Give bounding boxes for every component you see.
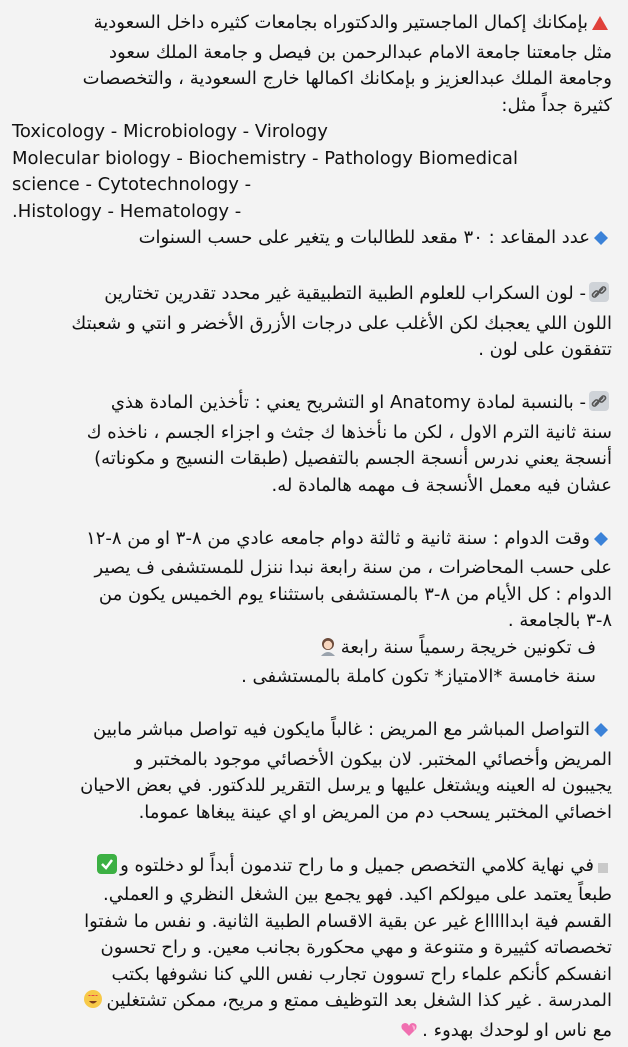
link-icon [589, 282, 609, 311]
sparkle-heart-icon [399, 1019, 419, 1047]
blue-diamond-icon [593, 228, 609, 255]
specialties-line-2: Molecular biology - Biochemistry - Pathology Biomedical [12, 146, 612, 173]
graduation-paragraph [12, 635, 612, 691]
conclusion-line-1: في نهاية كلامي التخصص جميل و ما راح تندمون أبداً لو دخلتوه و [12, 853, 612, 883]
specialties-line-4: .Histology - Hematology - [12, 199, 612, 226]
blue-diamond-icon [593, 529, 609, 556]
graduation-line-1: ف تكونين خريجة رسمياً سنة رابعة [12, 635, 596, 665]
intro-line-3: وجامعة الملك عبدالعزيز و بإمكانك اكمالها خارج السعودية ، والتخصصات [12, 66, 612, 93]
red-triangle-icon [591, 13, 609, 40]
anatomy-paragraph [12, 390, 612, 499]
specialties-list [12, 119, 612, 225]
blue-diamond-icon [593, 720, 609, 747]
seats-line-1: عدد المقاعد : ٣٠ مقعد للطالبات و يتغير على حسب السنوات [12, 225, 612, 255]
link-icon [589, 391, 609, 420]
intro-line-1: بإمكانك إكمال الماجستير والدكتوراه بجامعات كثيره داخل السعودية [12, 10, 612, 40]
scrubs-paragraph [12, 281, 612, 364]
anatomy-line-4: عشان فيه معمل الأنسجة ف مهمه هالمادة له. [12, 473, 612, 500]
schedule-line-3: الدوام : كل الأيام من ٨-٣ بالمستشفى باستثناء يوم الخميس يكون من [12, 582, 612, 609]
schedule-paragraph [12, 526, 612, 635]
specialties-line-1: Toxicology - Microbiology - Virology [12, 119, 612, 146]
scrubs-line-1: - لون السكراب للعلوم الطبية التطبيقية غير محدد تقدرين تختارين [12, 281, 612, 311]
contact-paragraph [12, 717, 612, 826]
contact-line-3: يجيبون له العينه ويشتغل عليها و يرسل التقرير للدكتور. في بعض الاحيان [12, 773, 612, 800]
contact-line-2: المريض وأخصائي المختبر. لان بيكون الأخصائي موجود بالمختبر و [12, 747, 612, 774]
anatomy-line-2: سنة ثانية الترم الاول ، لكن ما نأخذها ك جثث و اجزاء الجسم ، ناخذه ك [12, 420, 612, 447]
conclusion-line-6: المدرسة . غير كذا الشغل بعد التوظيف ممتع و مريح، ممكن تشتغلين [12, 988, 612, 1018]
scrubs-line-3: تتفقون على لون . [12, 337, 612, 364]
intro-paragraph [12, 10, 612, 119]
schedule-line-1: وقت الدوام : سنة ثانية و ثالثة دوام جامعه عادي من ٨-٣ او من ٨-١٢ [12, 526, 612, 556]
graduation-line-2: سنة خامسة *الامتياز* تكون كاملة بالمستشفى . [12, 664, 596, 691]
check-icon [97, 854, 117, 883]
schedule-line-2: على حسب المحاضرات ، من سنة رابعة نبدا ننزل للمستشفى ف يصير [12, 555, 612, 582]
heart-eyes-icon [83, 989, 103, 1018]
conclusion-line-4: تخصصاته كثييرة و متنوعة و مهي محكورة بجانب معين. و راح تحسون [12, 935, 612, 962]
conclusion-line-7: مع ناس او لوحدك بهدوء . [12, 1018, 612, 1047]
specialties-line-3: science - Cytotechnology - [12, 172, 612, 199]
woman-icon [318, 636, 338, 665]
conclusion-line-2: طبعاً يعتمد على ميولكم اكيد. فهو يجمع بين الشغل النظري و العملي. [12, 882, 612, 909]
schedule-line-4: ٨-٣ بالجامعة . [12, 608, 612, 635]
seats-paragraph [12, 225, 612, 255]
intro-line-2: مثل جامعتنا جامعة الامام عبدالرحمن بن فيصل و جامعة الملك سعود [12, 40, 612, 67]
conclusion-line-5: انفسكم كأنكم علماء راح تسوون تجارب نفس اللي كنا نشوفها بكتب [12, 962, 612, 989]
conclusion-paragraph [12, 853, 612, 1047]
intro-line-4: كثيرة جداً مثل: [12, 93, 612, 120]
contact-line-4: اخصائي المختبر يسحب دم من المريض او اي عينة يبغاها عموما. [12, 800, 612, 827]
contact-line-1: التواصل المباشر مع المريض : غالباً مايكون فيه تواصل مباشر مابين [12, 717, 612, 747]
scrubs-line-2: اللون اللي يعجبك لكن الأغلب على درجات الأزرق الأخضر و انتي و شعبتك [12, 311, 612, 338]
square-icon [597, 856, 609, 883]
anatomy-line-3: أنسجة يعني ندرس أنسجة الجسم بالتفصيل (طبقات النسيج و مكوناته) [12, 446, 612, 473]
anatomy-line-1: - بالنسبة لمادة Anatomy او التشريح يعني : تأخذين المادة هذي [12, 390, 612, 420]
conclusion-line-3: القسم فية ابداااااع غير عن بقية الاقسام الطبية الثانية. و نفس ما شفتوا [12, 909, 612, 936]
